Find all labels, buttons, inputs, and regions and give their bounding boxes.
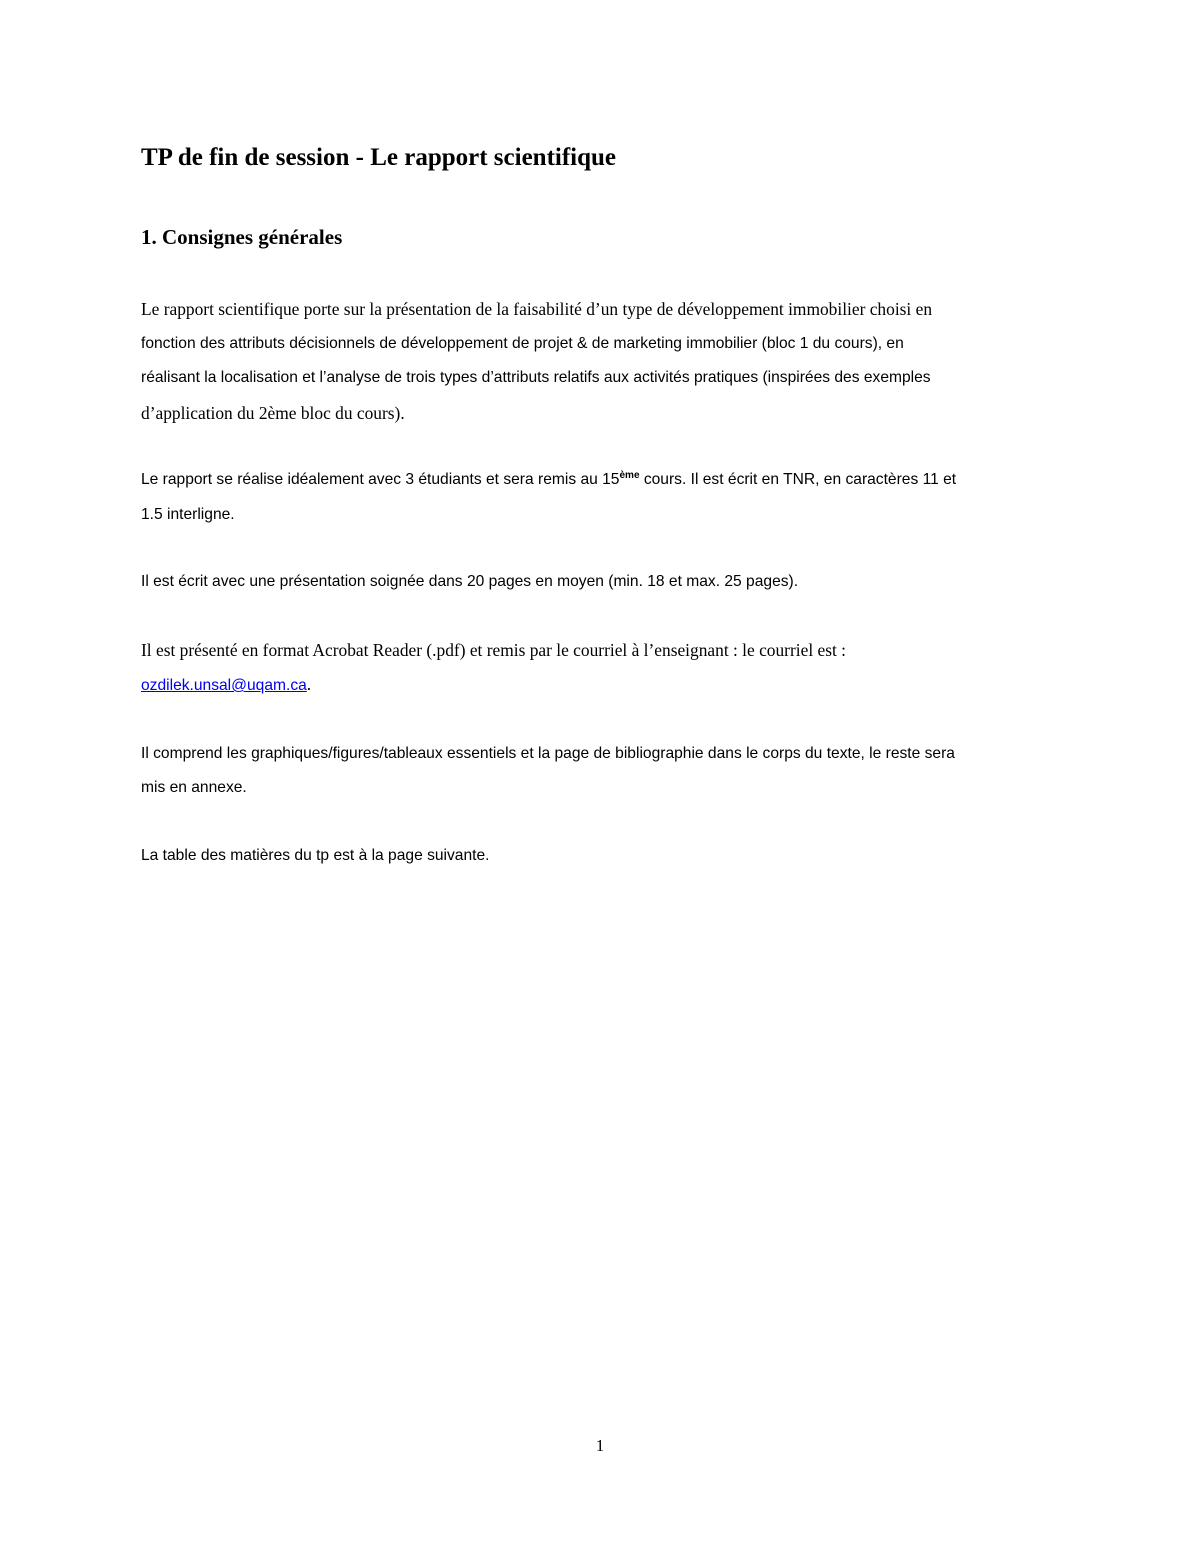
text-segment: . bbox=[306, 674, 312, 694]
paragraph-line: Il est écrit avec une présentation soignée dans 20 pages en moyen (min. 18 et max. 25 pages). bbox=[141, 573, 799, 590]
paragraph-line: Le rapport scientifique porte sur la présentation de la faisabilité d’un type de développement immobilier choisi en bbox=[141, 299, 933, 319]
paragraph-format bbox=[141, 463, 1061, 532]
document-title: TP de fin de session - Le rapport scientifique bbox=[141, 144, 617, 171]
paragraph-line: d’application du 2ème bloc du cours). bbox=[141, 402, 405, 423]
paragraph-line: réalisant la localisation et l’analyse de trois types d’attributs relatifs aux activités pratiques (inspirées des exemples bbox=[141, 369, 931, 386]
paragraph-contents bbox=[141, 737, 1061, 806]
page-number: 1 bbox=[595, 1436, 605, 1455]
email-link[interactable]: ozdilek.unsal@uqam.ca bbox=[141, 677, 307, 694]
paragraph-line: Il comprend les graphiques/figures/tableaux essentiels et la page de bibliographie dans le corps du texte, le reste sera bbox=[141, 744, 955, 762]
paragraph-line bbox=[141, 463, 1061, 498]
paragraph-line: La table des matières du tp est à la page suivante. bbox=[141, 846, 490, 864]
paragraph-line: mis en annexe. bbox=[141, 779, 247, 796]
superscript: ème bbox=[619, 469, 640, 481]
paragraph-line: 1.5 interligne. bbox=[141, 505, 235, 523]
text-segment: Le rapport se réalise idéalement avec 3 étudiants et sera remis au 15 bbox=[141, 471, 620, 488]
paragraph-line bbox=[141, 667, 1061, 704]
paragraph-line: fonction des attributs décisionnels de développement de projet & de marketing immobilier (bloc 1 du cours), en bbox=[141, 334, 904, 352]
paragraph-subject bbox=[141, 292, 1061, 430]
paragraph-line: Il est présenté en format Acrobat Reader (.pdf) et remis par le courriel à l’enseignant : le courriel est : bbox=[141, 639, 846, 660]
paragraph-submission bbox=[141, 633, 1061, 704]
section-heading-consignes: 1. Consignes générales bbox=[141, 225, 343, 249]
text-segment: cours. Il est écrit en TNR, en caractères 11 et bbox=[639, 471, 957, 488]
page-content bbox=[141, 140, 1061, 873]
paragraph-length bbox=[141, 565, 1061, 600]
paragraph-toc-note bbox=[141, 839, 1061, 874]
